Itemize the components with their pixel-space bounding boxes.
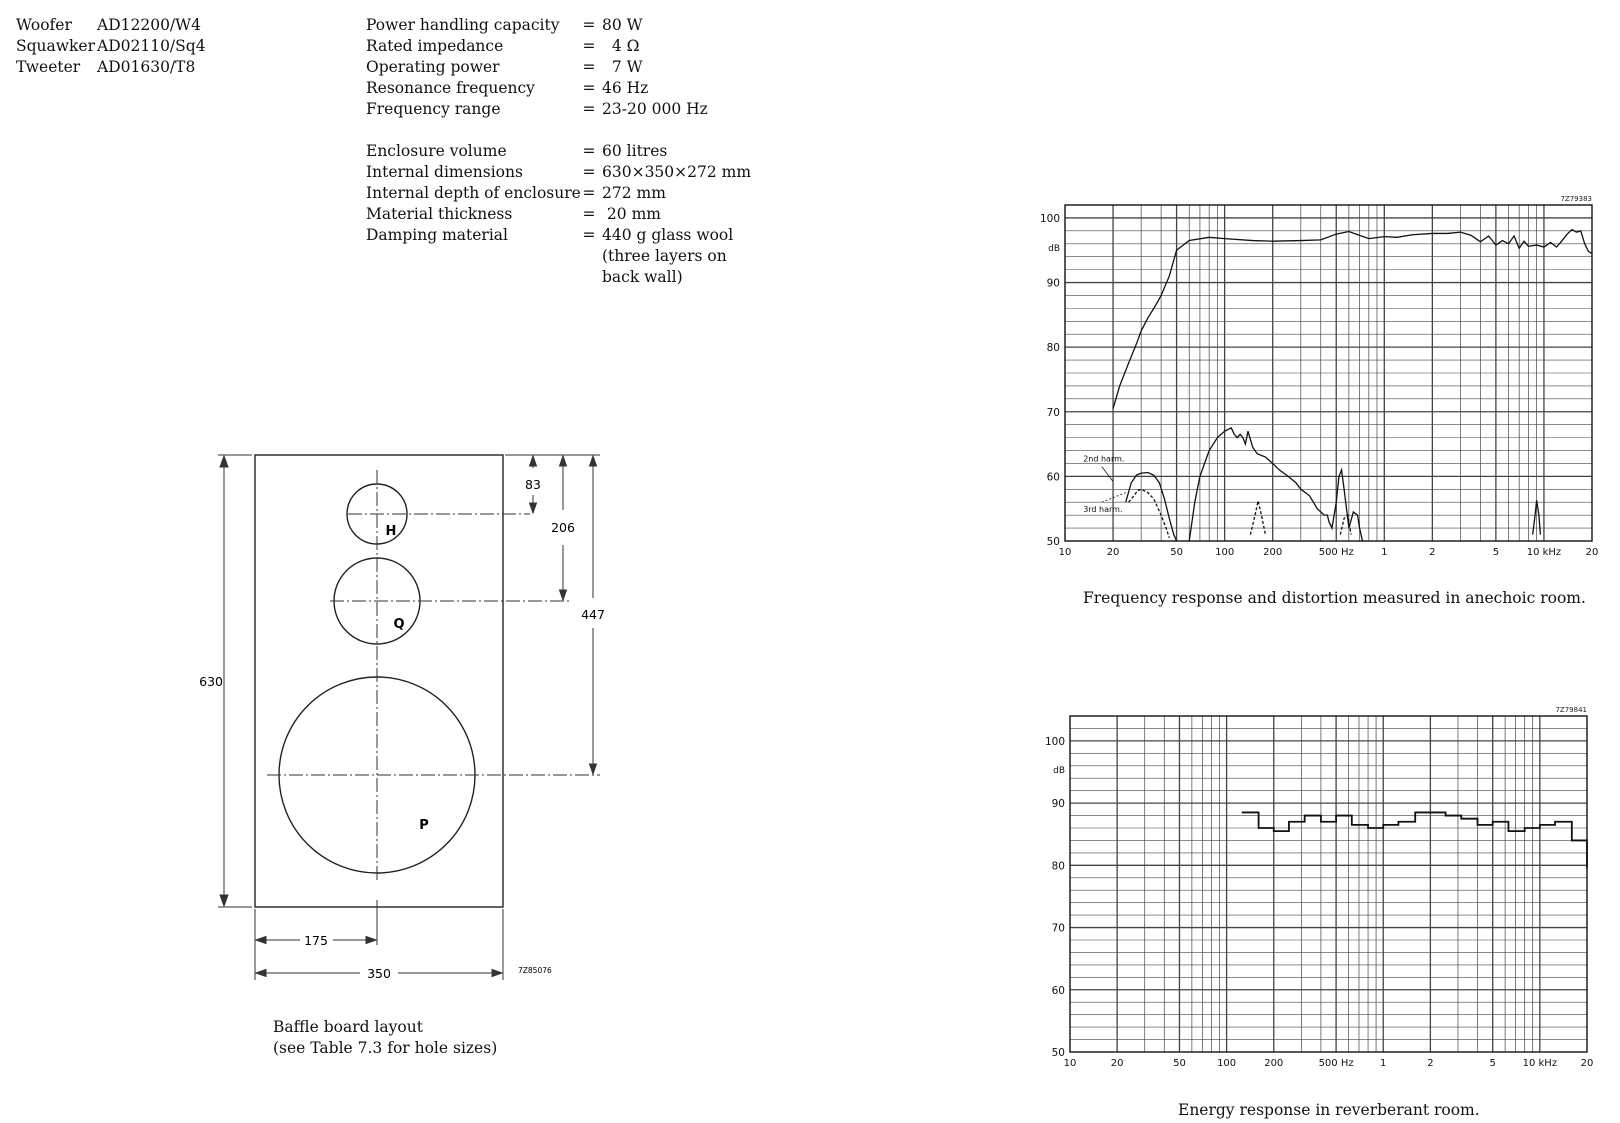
spec-value: 20 mm [602, 205, 661, 223]
energy-response-chart [1030, 705, 1610, 1085]
y-tick-label: 100 [1044, 735, 1065, 748]
spec-value: (three layers on [602, 247, 727, 265]
driver-role: Squawker [16, 37, 96, 55]
spec-value: 80 W [602, 16, 643, 34]
x-tick-label: 5 [1492, 547, 1500, 558]
dim-83-label: 83 [525, 477, 541, 492]
x-tick-label: 20 [1106, 547, 1120, 558]
hole-h-label: H [385, 524, 397, 539]
spec-equals: = [582, 79, 596, 97]
x-tick-label: 20 [1110, 1058, 1124, 1069]
x-tick-label: 5 [1489, 1058, 1496, 1069]
hole-q-label: Q [393, 617, 405, 632]
spec-label: Damping material [366, 226, 508, 244]
spec-equals: = [582, 184, 596, 202]
y-tick-label: 70 [1046, 406, 1060, 419]
spec-value: 60 litres [602, 142, 668, 160]
chart-code: 7Z79841 [1555, 706, 1587, 714]
y-tick-label: 70 [1051, 922, 1065, 935]
spec-label: Frequency range [366, 100, 501, 118]
height-dimension [218, 455, 252, 907]
driver-model: AD01630/T8 [97, 58, 196, 76]
x-tick-label: 50 [1170, 547, 1183, 558]
hole-p-label: P [419, 818, 429, 833]
x-tick-label: 20 [1580, 1058, 1594, 1069]
driver-model: AD02110/Sq4 [97, 37, 206, 55]
spec-value: 630×350×272 mm [602, 163, 752, 181]
x-tick-label: 200 [1263, 547, 1283, 558]
plot-frame [1070, 716, 1587, 1052]
spec-label: Enclosure volume [366, 142, 507, 160]
x-tick-label: 100 [1215, 547, 1235, 558]
dim-height-label: 630 [199, 674, 223, 689]
annotation-leader [1102, 467, 1113, 482]
spec-equals: = [582, 16, 596, 34]
y-tick-label: 50 [1046, 536, 1060, 548]
spec-value: 4 Ω [602, 37, 640, 55]
dim-206-label: 206 [551, 520, 575, 535]
x-tick-label: 10 kHz [1522, 1058, 1558, 1069]
spec-equals: = [582, 163, 596, 181]
x-tick-label: 2 [1429, 547, 1436, 558]
annotation-leader [1102, 493, 1126, 503]
y-tick-label: 100 [1039, 212, 1060, 225]
x-tick-label: 10 kHz [1526, 547, 1562, 558]
x-tick-label: 10 [1058, 547, 1072, 558]
x-tick-label: 200 [1264, 1058, 1284, 1069]
spec-label: Resonance frequency [366, 79, 535, 97]
x-tick-label: 1 [1380, 1058, 1387, 1069]
x-tick-label: 500 Hz [1318, 547, 1354, 558]
x-tick-label: 2 [1427, 1058, 1434, 1069]
spec-label: Internal dimensions [366, 163, 523, 181]
y-tick-label: 80 [1046, 342, 1060, 355]
spec-equals: = [582, 142, 596, 160]
baffle-outline [255, 455, 503, 907]
series-3rd-harm- [1340, 515, 1351, 534]
frequency-response-chart [1030, 190, 1610, 570]
x-tick-label: 50 [1173, 1058, 1186, 1069]
y-tick-label: 60 [1046, 471, 1060, 484]
y-axis-label: dB [1048, 244, 1060, 254]
spec-equals: = [582, 37, 596, 55]
annotation-3rd-harm: 3rd harm. [1083, 504, 1123, 514]
y-tick-label: 50 [1051, 1047, 1065, 1059]
series-2nd-harm- [1126, 473, 1177, 541]
spec-value: 440 g glass wool [602, 226, 734, 244]
chart2-caption: Energy response in reverberant room. [1178, 1101, 1480, 1119]
x-tick-label: 500 Hz [1318, 1058, 1354, 1069]
y-tick-label: 90 [1051, 798, 1065, 811]
spec-label: Rated impedance [366, 37, 504, 55]
y-tick-label: 80 [1051, 860, 1065, 873]
spec-value: 7 W [602, 58, 643, 76]
spec-equals: = [582, 100, 596, 118]
spec-label: Operating power [366, 58, 500, 76]
x-tick-label: 20 [1585, 547, 1599, 558]
y-tick-label: 60 [1051, 984, 1065, 997]
center-lines [267, 470, 600, 880]
dim-350-label: 350 [367, 966, 391, 981]
spec-equals: = [582, 58, 596, 76]
x-tick-label: 100 [1217, 1058, 1237, 1069]
spec-value: 272 mm [602, 184, 666, 202]
spec-label: Internal depth of enclosure [366, 184, 581, 202]
x-tick-label: 1 [1381, 547, 1388, 558]
dim-175-label: 175 [304, 933, 328, 948]
series-3rd-harm- [1250, 501, 1265, 535]
spec-label: Power handling capacity [366, 16, 560, 34]
spec-equals: = [582, 226, 596, 244]
baffle-caption-line1: Baffle board layout [273, 1018, 423, 1036]
driver-role: Woofer [16, 16, 72, 34]
grid [1070, 716, 1587, 1052]
baffle-caption [273, 1017, 497, 1059]
chart-code: 7Z79383 [1560, 195, 1592, 203]
baffle-caption-line2: (see Table 7.3 for hole sizes) [273, 1039, 498, 1057]
driver-model: AD12200/W4 [97, 16, 201, 34]
annotation-2nd-harm: 2nd harm. [1083, 454, 1125, 464]
chart1-caption: Frequency response and distortion measured in anechoic room. [1083, 589, 1586, 607]
y-axis-label: dB [1053, 765, 1065, 776]
spec-value: back wall) [602, 268, 683, 286]
spec-value: 46 Hz [602, 79, 649, 97]
y-tick-label: 90 [1046, 277, 1060, 290]
spec-equals: = [582, 205, 596, 223]
x-tick-label: 10 [1063, 1058, 1077, 1069]
spec-value: 23-20 000 Hz [602, 100, 708, 118]
baffle-drawing [0, 0, 800, 1123]
spec-label: Material thickness [366, 205, 513, 223]
driver-role: Tweeter [16, 58, 81, 76]
drawing-code: 7Z85076 [518, 966, 552, 975]
dim-447-label: 447 [581, 607, 605, 622]
